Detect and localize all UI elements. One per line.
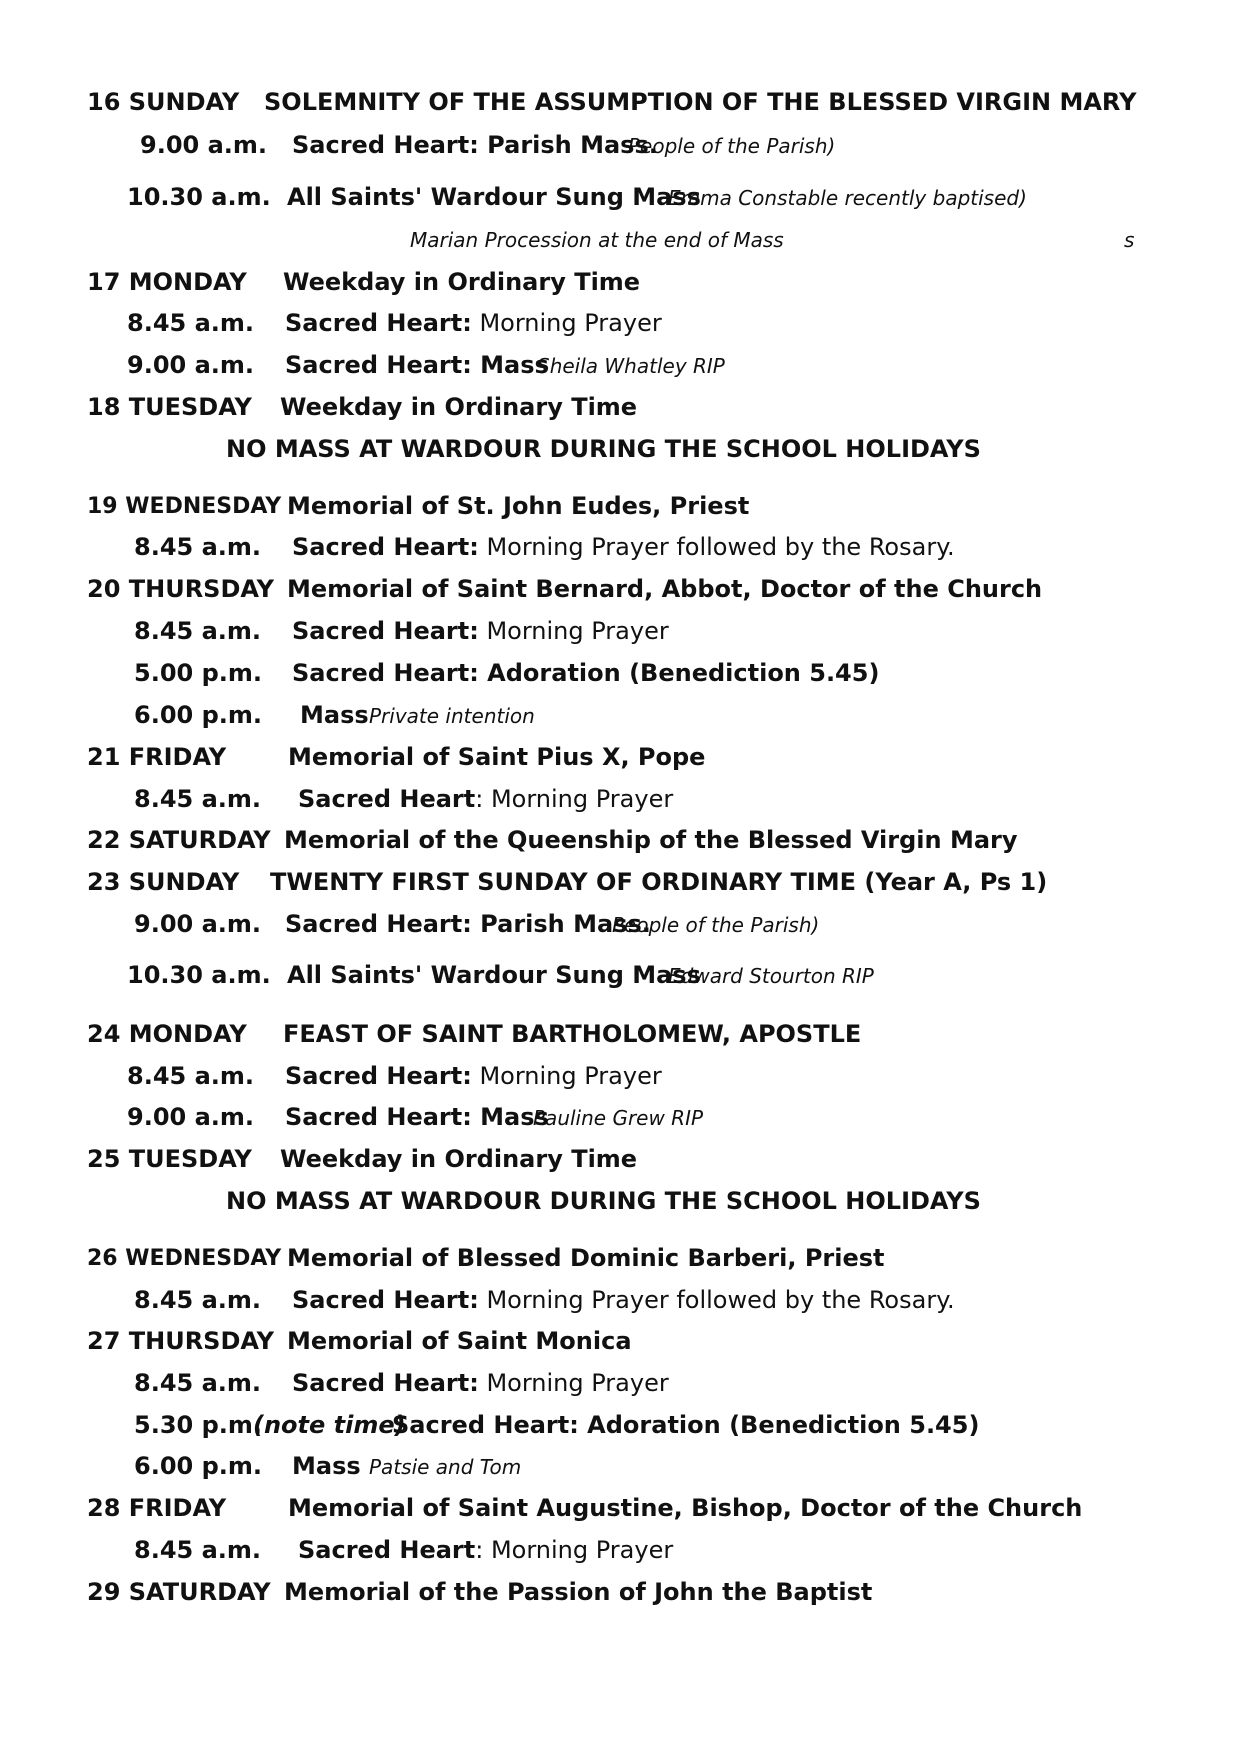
- service-intention: Private intention: [369, 704, 535, 728]
- day-title: FEAST OF SAINT BARTHOLOMEW, APOSTLE: [283, 1020, 862, 1048]
- day-label: 20 THURSDAY: [87, 575, 275, 603]
- day-title: Memorial of the Queenship of the Blessed Virgin Mary: [284, 826, 1018, 854]
- day-title: Memorial of Saint Augustine, Bishop, Doctor of the Church: [288, 1494, 1083, 1522]
- service-time: 9.00 a.m.: [127, 351, 255, 379]
- day-title: Weekday in Ordinary Time: [283, 268, 641, 296]
- day-label: 28 FRIDAY: [87, 1494, 227, 1522]
- service-description: : Morning Prayer: [475, 785, 674, 813]
- service-place: Mass: [292, 1452, 361, 1480]
- service-description: Morning Prayer: [471, 1062, 662, 1090]
- no-mass-notice: NO MASS AT WARDOUR DURING THE SCHOOL HOLIDAYS: [226, 1187, 981, 1215]
- day-label: 23 SUNDAY: [87, 868, 240, 896]
- service-place: Sacred Heart: [298, 1536, 476, 1564]
- service-place: Sacred Heart:: [292, 1369, 479, 1397]
- day-title: Memorial of Saint Pius X, Pope: [288, 743, 706, 771]
- day-title: Memorial of Saint Monica: [287, 1327, 632, 1355]
- service-time: 8.45 a.m.: [134, 1369, 262, 1397]
- day-label: 18 TUESDAY: [87, 393, 252, 421]
- service-description: Morning Prayer followed by the Rosary.: [478, 533, 955, 561]
- service-place: Sacred Heart:: [292, 533, 479, 561]
- service-time: 10.30 a.m.: [127, 961, 271, 989]
- service-time: 8.45 a.m.: [134, 533, 262, 561]
- service-place: Sacred Heart: Mass: [285, 1103, 549, 1131]
- service-time: 9.00 a.m.: [134, 910, 262, 938]
- day-label: 29 SATURDAY: [87, 1578, 271, 1606]
- service-time: 6.00 p.m.: [134, 1452, 262, 1480]
- service-intention: People of the Parish): [612, 913, 820, 937]
- day-label: 25 TUESDAY: [87, 1145, 252, 1173]
- day-title: SOLEMNITY OF THE ASSUMPTION OF THE BLESSED VIRGIN MARY: [264, 88, 1137, 116]
- day-label: 21 FRIDAY: [87, 743, 227, 771]
- procession-note: Marian Procession at the end of Mass: [410, 228, 784, 252]
- day-title: Memorial of the Passion of John the Baptist: [284, 1578, 873, 1606]
- service-time: 5.30 p.m.: [134, 1411, 262, 1439]
- service-description: Morning Prayer: [478, 617, 669, 645]
- service-place: Sacred Heart:: [292, 1286, 479, 1314]
- day-title: Memorial of Saint Bernard, Abbot, Doctor of the Church: [287, 575, 1043, 603]
- service-intention: Pauline Grew RIP: [533, 1106, 704, 1130]
- service-place: Mass: [300, 701, 369, 729]
- time-change-note: (note time): [253, 1411, 406, 1439]
- day-label: 26 WEDNESDAY: [87, 1246, 282, 1271]
- service-intention: Sheila Whatley RIP: [537, 354, 725, 378]
- service-place: Sacred Heart: Parish Mass.: [292, 131, 658, 159]
- day-title: Weekday in Ordinary Time: [280, 1145, 638, 1173]
- service-time: 8.45 a.m.: [127, 1062, 255, 1090]
- service-place: Sacred Heart:: [285, 309, 472, 337]
- stray-character: s: [1124, 228, 1135, 252]
- service-place: Sacred Heart: Adoration (Benediction 5.45): [292, 659, 880, 687]
- service-time: 5.00 p.m.: [134, 659, 262, 687]
- service-time: 8.45 a.m.: [134, 1286, 262, 1314]
- service-description: Morning Prayer: [478, 1369, 669, 1397]
- day-label: 17 MONDAY: [87, 268, 247, 296]
- service-description: Morning Prayer followed by the Rosary.: [478, 1286, 955, 1314]
- service-time: 6.00 p.m.: [134, 701, 262, 729]
- day-label: 22 SATURDAY: [87, 826, 271, 854]
- service-intention: Edward Stourton RIP: [668, 964, 874, 988]
- day-title: Weekday in Ordinary Time: [280, 393, 638, 421]
- no-mass-notice: NO MASS AT WARDOUR DURING THE SCHOOL HOLIDAYS: [226, 435, 981, 463]
- service-intention: Emma Constable recently baptised): [668, 186, 1027, 210]
- service-time: 9.00 a.m.: [127, 1103, 255, 1131]
- day-title: Memorial of St. John Eudes, Priest: [287, 492, 750, 520]
- day-label: 19 WEDNESDAY: [87, 494, 282, 519]
- day-title: TWENTY FIRST SUNDAY OF ORDINARY TIME (Year A, Ps 1): [270, 868, 1048, 896]
- service-place: Sacred Heart:: [285, 1062, 472, 1090]
- service-time: 8.45 a.m.: [127, 309, 255, 337]
- service-intention: Patsie and Tom: [369, 1455, 522, 1479]
- service-place: Sacred Heart: Adoration (Benediction 5.45): [392, 1411, 980, 1439]
- service-place: All Saints' Wardour Sung Mass: [287, 183, 701, 211]
- service-description: : Morning Prayer: [475, 1536, 674, 1564]
- service-place: Sacred Heart: [298, 785, 476, 813]
- service-place: All Saints' Wardour Sung Mass: [287, 961, 701, 989]
- service-time: 9.00 a.m.: [140, 131, 268, 159]
- day-label: 16 SUNDAY: [87, 88, 240, 116]
- service-place: Sacred Heart: Parish Mass.: [285, 910, 651, 938]
- day-title: Memorial of Blessed Dominic Barberi, Priest: [287, 1244, 885, 1272]
- service-place: Sacred Heart:: [292, 617, 479, 645]
- service-time: 8.45 a.m.: [134, 785, 262, 813]
- service-time: 8.45 a.m.: [134, 617, 262, 645]
- service-time: 8.45 a.m.: [134, 1536, 262, 1564]
- day-label: 27 THURSDAY: [87, 1327, 275, 1355]
- service-description: Morning Prayer: [471, 309, 662, 337]
- day-label: 24 MONDAY: [87, 1020, 247, 1048]
- service-time: 10.30 a.m.: [127, 183, 271, 211]
- service-place: Sacred Heart: Mass: [285, 351, 549, 379]
- service-intention: People of the Parish): [628, 134, 836, 158]
